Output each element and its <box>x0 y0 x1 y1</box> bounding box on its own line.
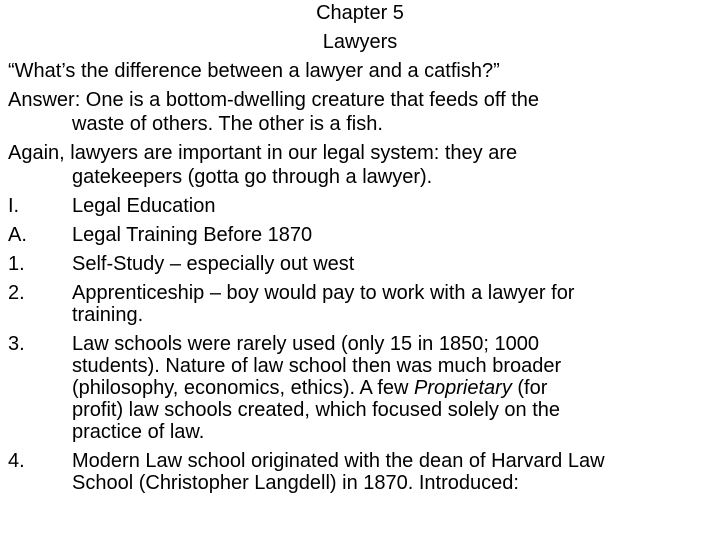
outline-text-line: Apprenticeship – boy would pay to work with a lawyer for <box>72 282 575 304</box>
outline-item-1 <box>0 252 720 276</box>
chapter-subtitle: Lawyers <box>322 31 398 53</box>
outline-item-2 <box>0 281 720 327</box>
outline-number: 1. <box>8 253 25 275</box>
outline-number: A. <box>8 224 27 246</box>
outline-text: Self-Study – especially out west <box>72 253 355 275</box>
chapter-title: Chapter 5 <box>316 2 404 24</box>
outline-number: I. <box>8 195 20 217</box>
outline-item-I <box>0 194 720 218</box>
outline-number: 3. <box>8 333 25 355</box>
outline-text-line: training. <box>72 304 144 326</box>
outline-text-line <box>72 376 720 400</box>
outline-text-segment: (for <box>511 377 548 399</box>
answer-line-2: waste of others. The other is a fish. <box>72 113 383 135</box>
outline-text-segment: (philosophy, economics, ethics). A few <box>72 377 415 399</box>
outline-text-line: Modern Law school originated with the dean of Harvard Law <box>72 450 605 472</box>
outline-text: Legal Education <box>72 195 216 217</box>
outline-item-4 <box>0 449 720 495</box>
again-block <box>0 141 720 189</box>
answer-block <box>0 88 720 136</box>
outline-item-A <box>0 223 720 247</box>
answer-line-1: Answer: One is a bottom-dwelling creature that feeds off the <box>8 89 540 111</box>
outline-number: 4. <box>8 450 25 472</box>
outline-text-line: Law schools were rarely used (only 15 in 1850; 1000 <box>72 333 539 355</box>
outline-item-3 <box>0 332 720 444</box>
again-line-2: gatekeepers (gotta go through a lawyer). <box>72 166 433 188</box>
outline-number: 2. <box>8 282 25 304</box>
outline-text-line: profit) law schools created, which focused solely on the <box>72 399 561 421</box>
proprietary-term: Proprietary <box>414 377 512 399</box>
outline-text-line: School (Christopher Langdell) in 1870. Introduced: <box>72 472 519 494</box>
catfish-question: “What’s the difference between a lawyer and a catfish?” <box>8 60 500 82</box>
outline-text-line: students). Nature of law school then was much broader <box>72 355 562 377</box>
outline-text-line: practice of law. <box>72 421 205 443</box>
again-line-1: Again, lawyers are important in our legal system: they are <box>8 142 518 164</box>
outline-text: Legal Training Before 1870 <box>72 224 313 246</box>
